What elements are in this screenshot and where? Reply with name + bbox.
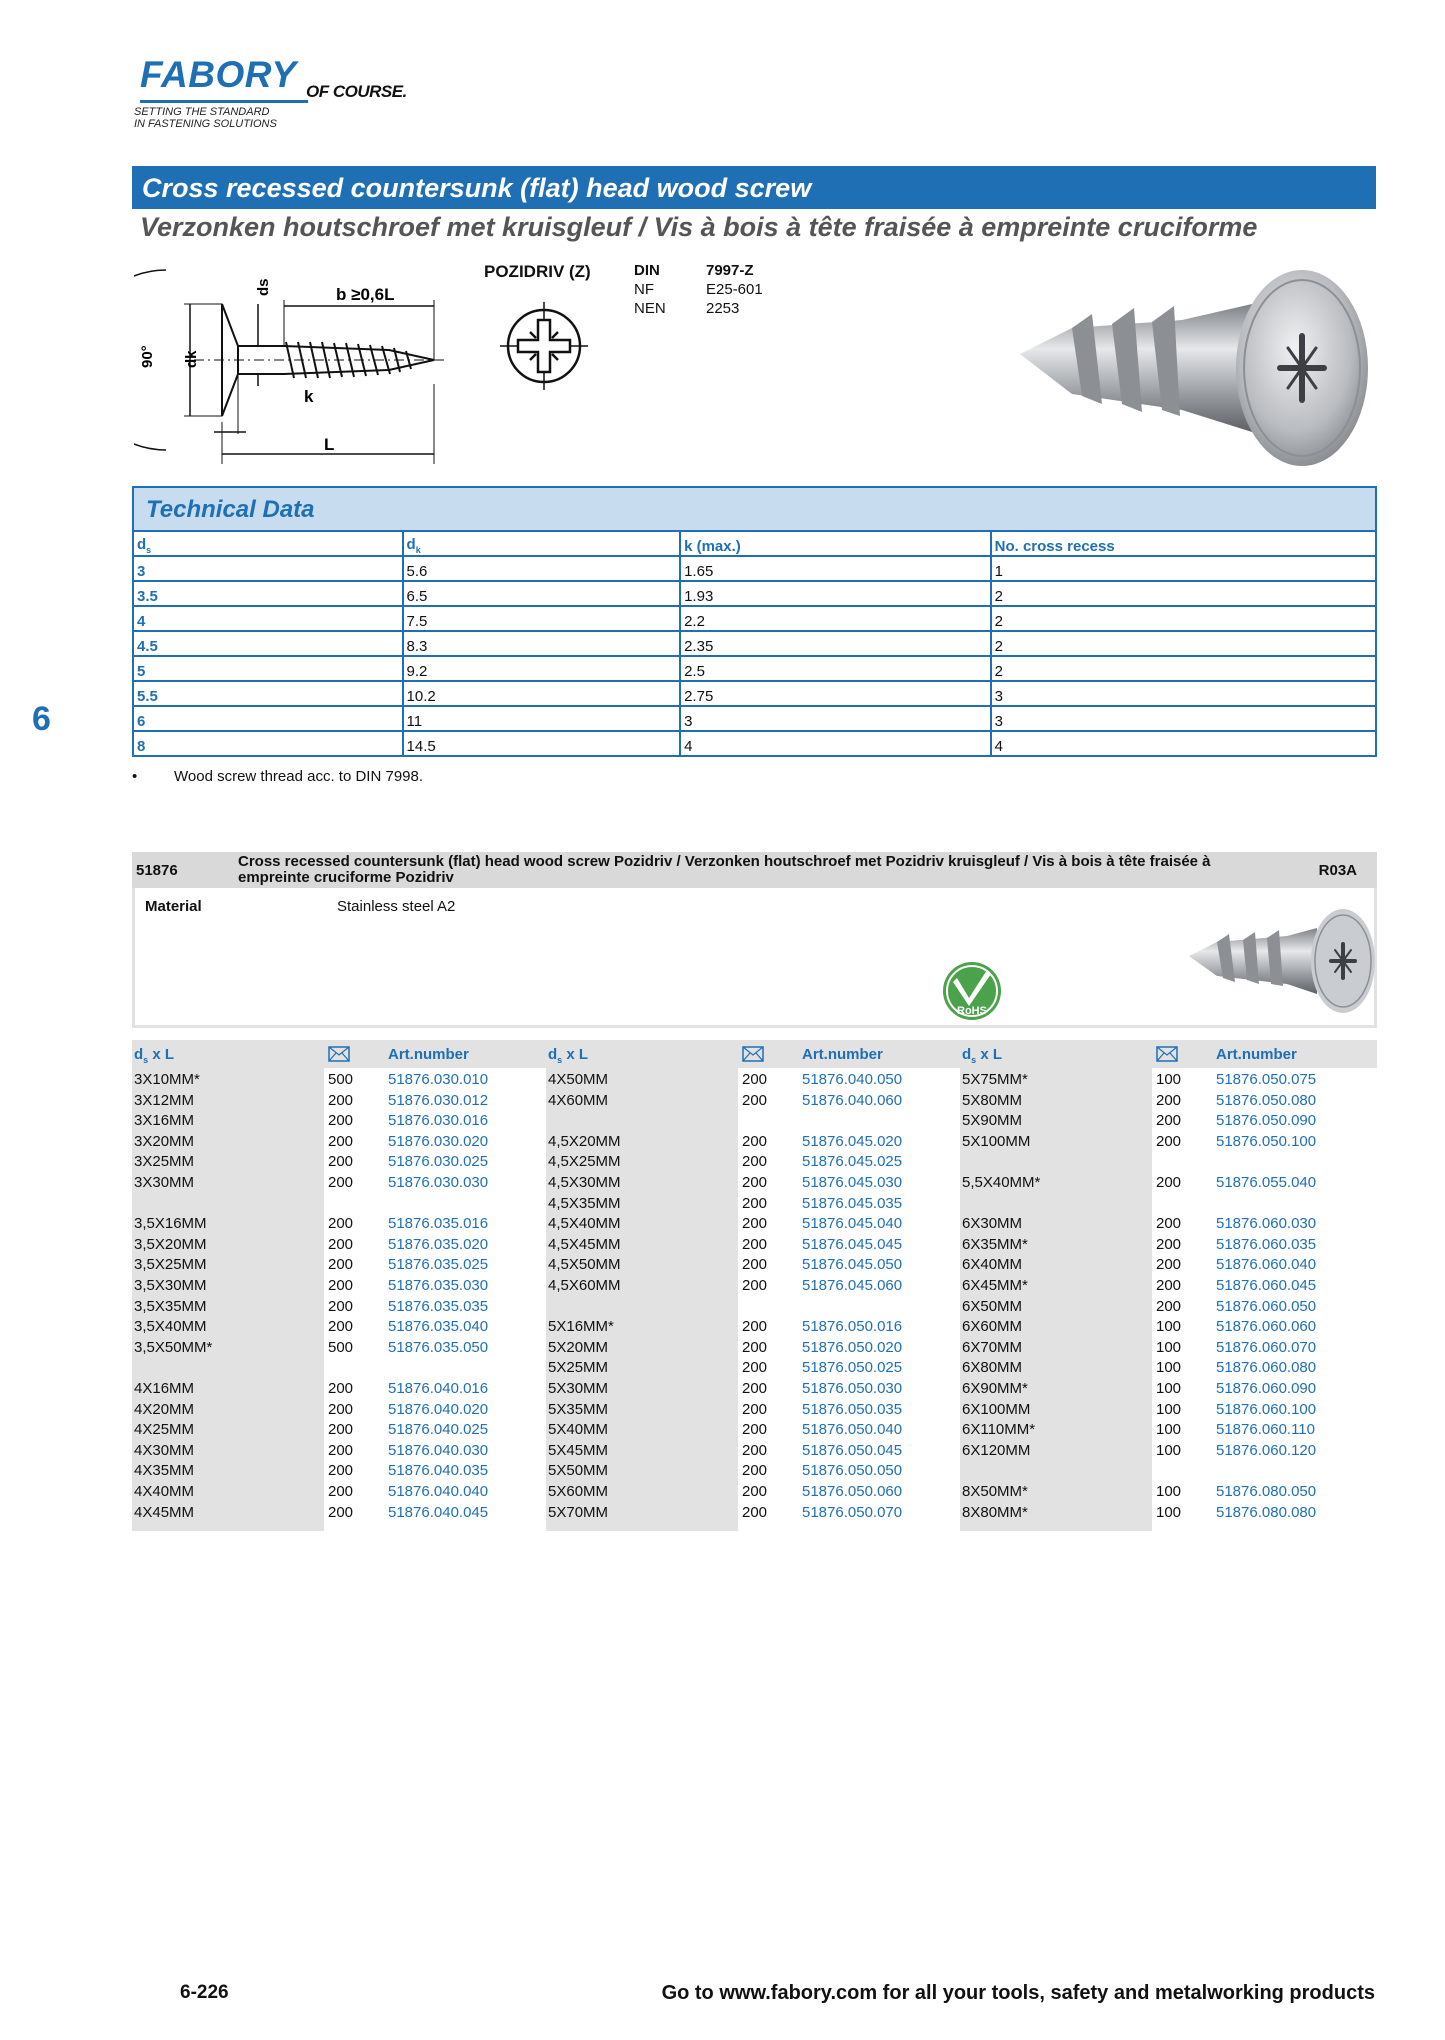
quantity-cell: 200 bbox=[328, 1483, 354, 1500]
dk-cell: 10.2 bbox=[403, 681, 681, 706]
product-ref: R03A bbox=[1318, 862, 1357, 879]
size-cell: 3,5X30MM bbox=[134, 1277, 207, 1294]
drawing-dk-label: dk bbox=[183, 350, 200, 368]
quantity-cell: 500 bbox=[328, 1071, 354, 1088]
page-subtitle: Verzonken houtschroef met kruisgleuf / Vis à bois à tête fraisée à empreinte cruciforme bbox=[140, 212, 1258, 242]
technical-data-heading: Technical Data bbox=[132, 486, 1377, 530]
col-ds-label: d bbox=[137, 536, 147, 553]
drawing-k-label: k bbox=[304, 387, 314, 406]
size-cell: 6X50MM bbox=[962, 1297, 1023, 1315]
dk-cell: 5.6 bbox=[403, 556, 681, 581]
article-number-cell[interactable]: 51876.060.120 bbox=[1216, 1441, 1317, 1459]
rohs-text: RoHS bbox=[957, 1005, 987, 1017]
size-cell: 3,5X35MM bbox=[134, 1297, 207, 1315]
article-number-cell[interactable]: 51876.045.025 bbox=[802, 1153, 903, 1171]
size-cell: 3X25MM bbox=[134, 1153, 195, 1171]
quantity-cell: 200 bbox=[742, 1400, 768, 1418]
recess-cell: 4 bbox=[991, 731, 1376, 756]
quantity-cell: 100 bbox=[1156, 1421, 1182, 1439]
logo-tagline-2: IN FASTENING SOLUTIONS bbox=[134, 118, 277, 130]
technical-data-section bbox=[132, 486, 1377, 757]
quantity-cell: 200 bbox=[742, 1359, 768, 1377]
article-number-cell[interactable]: 51876.050.016 bbox=[802, 1318, 903, 1336]
article-number-cell[interactable]: 51876.045.060 bbox=[802, 1277, 903, 1294]
page-title: Cross recessed countersunk (flat) head wood screw bbox=[142, 173, 812, 203]
size-cell: 5X30MM bbox=[548, 1380, 609, 1397]
k-cell: 3 bbox=[680, 706, 991, 731]
size-cell: 6X40MM bbox=[962, 1256, 1023, 1274]
size-cell: 3X12MM bbox=[134, 1091, 195, 1109]
article-number-cell[interactable]: 51876.030.020 bbox=[388, 1132, 489, 1150]
recess-cell: 2 bbox=[991, 631, 1376, 656]
k-cell: 2.5 bbox=[680, 656, 991, 681]
article-number-cell[interactable]: 51876.040.020 bbox=[388, 1400, 489, 1418]
article-number-cell[interactable]: 51876.050.075 bbox=[1216, 1071, 1317, 1088]
logo-tagline bbox=[134, 106, 277, 130]
k-cell: 2.35 bbox=[680, 631, 991, 656]
article-number-cell[interactable]: 51876.050.060 bbox=[802, 1483, 903, 1500]
article-number-cell[interactable]: 51876.060.060 bbox=[1216, 1318, 1317, 1336]
quantity-cell: 100 bbox=[1156, 1441, 1182, 1459]
quantity-cell: 200 bbox=[1156, 1277, 1182, 1294]
logo-wordmark: FABORY bbox=[140, 54, 297, 95]
quantity-cell: 200 bbox=[1156, 1256, 1182, 1274]
quantity-cell: 200 bbox=[742, 1215, 768, 1233]
article-number-cell[interactable]: 51876.040.030 bbox=[388, 1441, 489, 1459]
drawing-ds-label: ds bbox=[255, 278, 272, 296]
size-cell: 5X20MM bbox=[548, 1338, 609, 1356]
col-size-label: d bbox=[962, 1046, 972, 1063]
quantity-cell: 200 bbox=[1156, 1215, 1182, 1233]
recess-cell: 2 bbox=[991, 581, 1376, 606]
article-number-cell[interactable]: 51876.045.030 bbox=[802, 1174, 903, 1191]
article-number-cell[interactable]: 51876.050.100 bbox=[1216, 1132, 1317, 1150]
footnote-bullet: • bbox=[132, 768, 138, 785]
recess-cell: 3 bbox=[991, 681, 1376, 706]
size-cell: 6X60MM bbox=[962, 1318, 1023, 1336]
size-cell: 5X35MM bbox=[548, 1400, 609, 1418]
quantity-cell: 100 bbox=[1156, 1338, 1182, 1356]
quantity-cell: 200 bbox=[742, 1483, 768, 1500]
quantity-cell: 200 bbox=[742, 1235, 768, 1253]
quantity-cell: 200 bbox=[1156, 1112, 1182, 1130]
size-cell: 4,5X35MM bbox=[548, 1194, 621, 1212]
col-dk-header bbox=[403, 531, 681, 556]
article-number-cell[interactable]: 51876.035.040 bbox=[388, 1318, 489, 1336]
ds-cell: 6 bbox=[133, 706, 403, 731]
article-number-cell[interactable]: 51876.050.045 bbox=[802, 1441, 903, 1459]
technical-data-row bbox=[133, 731, 1376, 756]
size-cell: 4X60MM bbox=[548, 1091, 609, 1109]
quantity-cell: 500 bbox=[328, 1338, 354, 1356]
size-cell: 3,5X40MM bbox=[134, 1318, 207, 1336]
article-number-cell[interactable]: 51876.045.035 bbox=[802, 1194, 903, 1212]
technical-data-body bbox=[133, 556, 1376, 756]
small-screw-photo bbox=[1187, 906, 1377, 1016]
quantity-cell: 100 bbox=[1156, 1380, 1182, 1397]
k-cell: 1.93 bbox=[680, 581, 991, 606]
drawing-l-label: L bbox=[324, 435, 335, 454]
size-cell: 4,5X45MM bbox=[548, 1235, 621, 1253]
article-number-cell[interactable]: 51876.050.050 bbox=[802, 1462, 903, 1480]
screw-technical-drawing bbox=[134, 264, 454, 474]
size-cell: 5X70MM bbox=[548, 1503, 609, 1521]
article-number-cell[interactable]: 51876.060.050 bbox=[1216, 1297, 1317, 1315]
fabory-logo bbox=[134, 54, 424, 134]
dk-cell: 11 bbox=[403, 706, 681, 731]
technical-data-row bbox=[133, 556, 1376, 581]
size-cell: 8X80MM* bbox=[962, 1503, 1028, 1521]
dk-cell: 6.5 bbox=[403, 581, 681, 606]
size-cell: 4,5X20MM bbox=[548, 1132, 621, 1150]
quantity-cell: 200 bbox=[742, 1071, 768, 1088]
quantity-cell: 200 bbox=[742, 1318, 768, 1336]
size-cell: 5X90MM bbox=[962, 1112, 1023, 1130]
ds-cell: 4 bbox=[133, 606, 403, 631]
article-number-cell[interactable]: 51876.040.016 bbox=[388, 1380, 489, 1397]
quantity-cell: 200 bbox=[328, 1174, 354, 1191]
col-art-header: Art.number bbox=[1216, 1046, 1297, 1063]
quantity-cell: 200 bbox=[742, 1338, 768, 1356]
size-cell: 3X20MM bbox=[134, 1132, 195, 1150]
article-number-cell[interactable]: 51876.045.020 bbox=[802, 1132, 903, 1150]
col-art-header: Art.number bbox=[802, 1046, 883, 1063]
size-cell: 4,5X25MM bbox=[548, 1153, 621, 1171]
quantity-cell: 200 bbox=[742, 1091, 768, 1109]
quantity-cell: 200 bbox=[328, 1153, 354, 1171]
k-cell: 2.75 bbox=[680, 681, 991, 706]
technical-data-row bbox=[133, 631, 1376, 656]
technical-data-row bbox=[133, 706, 1376, 731]
size-cell: 4X30MM bbox=[134, 1441, 195, 1459]
col-size-suffix: x L bbox=[976, 1046, 1003, 1063]
col-size-header bbox=[134, 1046, 174, 1065]
article-number-cell[interactable]: 51876.040.060 bbox=[802, 1091, 903, 1109]
quantity-cell: 200 bbox=[328, 1112, 354, 1130]
ds-cell: 3.5 bbox=[133, 581, 403, 606]
size-cell: 3,5X25MM bbox=[134, 1256, 207, 1274]
quantity-cell: 200 bbox=[742, 1380, 768, 1397]
size-cell: 3X30MM bbox=[134, 1174, 195, 1191]
ds-cell: 4.5 bbox=[133, 631, 403, 656]
size-cell: 5X40MM bbox=[548, 1421, 609, 1439]
rohs-badge-icon bbox=[941, 960, 1003, 1022]
col-size-sub: s bbox=[971, 1055, 977, 1065]
quantity-cell: 200 bbox=[742, 1132, 768, 1150]
footnote-text: Wood screw thread acc. to DIN 7998. bbox=[174, 768, 424, 785]
article-number-cell[interactable]: 51876.035.025 bbox=[388, 1256, 489, 1274]
article-number-cell[interactable]: 51876.060.090 bbox=[1216, 1380, 1317, 1397]
size-cell: 4,5X60MM bbox=[548, 1277, 621, 1294]
article-number-cell[interactable]: 51876.050.090 bbox=[1216, 1112, 1317, 1130]
col-size-sub: s bbox=[143, 1055, 149, 1065]
product-body bbox=[132, 888, 1377, 1028]
drive-type-label: POZIDRIV (Z) bbox=[484, 262, 591, 281]
drawing-angle-label: 90° bbox=[139, 345, 156, 368]
dk-cell: 14.5 bbox=[403, 731, 681, 756]
size-cell: 4,5X30MM bbox=[548, 1174, 621, 1191]
quantity-cell: 100 bbox=[1156, 1071, 1182, 1088]
col-recess-header: No. cross recess bbox=[991, 531, 1376, 556]
size-cell: 4X16MM bbox=[134, 1380, 195, 1397]
article-number-cell[interactable]: 51876.080.050 bbox=[1216, 1483, 1317, 1500]
article-number-cell[interactable]: 51876.050.070 bbox=[802, 1503, 903, 1521]
article-number-cell[interactable]: 51876.060.035 bbox=[1216, 1235, 1317, 1253]
standard-value: 2253 bbox=[706, 300, 740, 317]
quantity-cell: 200 bbox=[328, 1421, 354, 1439]
standard-value: 7997-Z bbox=[706, 262, 754, 279]
size-cell: 4X40MM bbox=[134, 1483, 195, 1500]
quantity-cell: 200 bbox=[742, 1174, 768, 1191]
article-table-header bbox=[132, 1040, 1377, 1068]
quantity-cell: 200 bbox=[328, 1297, 354, 1315]
product-code: 51876 bbox=[136, 862, 178, 879]
size-cell: 5X80MM bbox=[962, 1091, 1023, 1109]
article-number-cell[interactable]: 51876.060.030 bbox=[1216, 1215, 1317, 1233]
ds-cell: 5 bbox=[133, 656, 403, 681]
logo-underline bbox=[140, 100, 308, 103]
product-header bbox=[132, 852, 1377, 888]
size-cell: 4X25MM bbox=[134, 1421, 195, 1439]
quantity-cell: 200 bbox=[328, 1235, 354, 1253]
quantity-cell: 200 bbox=[1156, 1132, 1182, 1150]
quantity-cell: 100 bbox=[1156, 1318, 1182, 1336]
size-cell: 4X35MM bbox=[134, 1462, 195, 1480]
logo-tagline-1: SETTING THE STANDARD bbox=[134, 106, 270, 118]
chapter-number: 6 bbox=[32, 700, 51, 738]
article-number-cell[interactable]: 51876.030.016 bbox=[388, 1112, 489, 1130]
col-dk-sub: k bbox=[415, 545, 421, 555]
size-cell: 6X90MM* bbox=[962, 1380, 1028, 1397]
k-cell: 1.65 bbox=[680, 556, 991, 581]
quantity-cell: 200 bbox=[328, 1256, 354, 1274]
standards-table bbox=[634, 261, 786, 318]
col-ds-header bbox=[133, 531, 403, 556]
quantity-cell: 200 bbox=[742, 1441, 768, 1459]
technical-data-row bbox=[133, 681, 1376, 706]
standard-row bbox=[634, 261, 786, 280]
article-number-cell[interactable]: 51876.050.080 bbox=[1216, 1091, 1317, 1109]
size-cell: 6X30MM bbox=[962, 1215, 1023, 1233]
recess-cell: 2 bbox=[991, 606, 1376, 631]
quantity-cell: 200 bbox=[742, 1277, 768, 1294]
article-number-cell[interactable]: 51876.035.035 bbox=[388, 1297, 489, 1315]
size-cell: 3,5X50MM* bbox=[134, 1338, 213, 1356]
logo-slogan: OF COURSE. bbox=[306, 82, 407, 101]
size-cell: 4,5X40MM bbox=[548, 1215, 621, 1233]
size-cell: 6X45MM* bbox=[962, 1277, 1028, 1294]
quantity-cell: 200 bbox=[328, 1503, 354, 1521]
quantity-cell: 200 bbox=[328, 1091, 354, 1109]
quantity-cell: 200 bbox=[328, 1380, 354, 1397]
package-quantity-icon bbox=[1156, 1046, 1178, 1062]
recess-cell: 3 bbox=[991, 706, 1376, 731]
recess-cell: 1 bbox=[991, 556, 1376, 581]
title-bar bbox=[132, 166, 1376, 209]
package-quantity-icon bbox=[742, 1046, 764, 1062]
size-cell: 3X10MM* bbox=[134, 1071, 200, 1088]
dk-cell: 8.3 bbox=[403, 631, 681, 656]
quantity-cell: 200 bbox=[328, 1318, 354, 1336]
ds-cell: 5.5 bbox=[133, 681, 403, 706]
product-description: Cross recessed countersunk (flat) head wood screw Pozidriv / Verzonken houtschroef met Pozidriv kruisgleuf / Vis à bois à tête fraisée à empreinte cruciforme Pozidriv bbox=[238, 853, 1211, 886]
size-cell: 5X16MM* bbox=[548, 1318, 614, 1336]
quantity-cell: 100 bbox=[1156, 1483, 1182, 1500]
article-number-cell[interactable]: 51876.060.080 bbox=[1216, 1359, 1317, 1377]
article-number-cell[interactable]: 51876.050.025 bbox=[802, 1359, 903, 1377]
size-cell: 4,5X50MM bbox=[548, 1256, 621, 1274]
quantity-cell: 200 bbox=[1156, 1091, 1182, 1109]
col-art-header: Art.number bbox=[388, 1046, 469, 1063]
technical-data-header-row bbox=[133, 531, 1376, 556]
article-number-cell[interactable]: 51876.060.100 bbox=[1216, 1400, 1317, 1418]
size-cell: 4X45MM bbox=[134, 1503, 195, 1521]
article-number-cell[interactable]: 51876.045.045 bbox=[802, 1235, 903, 1253]
article-number-cell[interactable]: 51876.035.050 bbox=[388, 1338, 489, 1356]
standard-name: NEN bbox=[634, 300, 666, 317]
article-number-cell[interactable]: 51876.060.070 bbox=[1216, 1338, 1317, 1356]
article-number-cell[interactable]: 51876.045.050 bbox=[802, 1256, 903, 1274]
dk-cell: 7.5 bbox=[403, 606, 681, 631]
article-number-cell[interactable]: 51876.060.040 bbox=[1216, 1256, 1317, 1274]
quantity-cell: 200 bbox=[328, 1132, 354, 1150]
recess-cell: 2 bbox=[991, 656, 1376, 681]
quantity-cell: 100 bbox=[1156, 1503, 1182, 1521]
technical-data-row bbox=[133, 656, 1376, 681]
page-number: 6-226 bbox=[180, 1982, 229, 2003]
pozidriv-icon bbox=[496, 298, 592, 394]
article-number-cell[interactable]: 51876.035.016 bbox=[388, 1215, 489, 1233]
quantity-cell: 100 bbox=[1156, 1400, 1182, 1418]
ds-cell: 3 bbox=[133, 556, 403, 581]
standard-row bbox=[634, 280, 786, 299]
quantity-cell: 200 bbox=[328, 1400, 354, 1418]
k-cell: 4 bbox=[680, 731, 991, 756]
quantity-cell: 200 bbox=[328, 1215, 354, 1233]
col-size-suffix: x L bbox=[562, 1046, 589, 1063]
size-cell: 3X16MM bbox=[134, 1112, 195, 1130]
size-cell: 3,5X16MM bbox=[134, 1215, 207, 1233]
article-number-cell[interactable]: 51876.040.045 bbox=[388, 1503, 489, 1521]
standard-name: DIN bbox=[634, 262, 660, 279]
article-number-cell[interactable]: 51876.035.030 bbox=[388, 1277, 489, 1294]
quantity-cell: 200 bbox=[742, 1194, 768, 1212]
article-number-cell[interactable]: 51876.050.030 bbox=[802, 1380, 903, 1397]
col-size-label: d bbox=[548, 1046, 558, 1063]
technical-data-row bbox=[133, 581, 1376, 606]
technical-data-table bbox=[132, 530, 1377, 757]
article-number-cell[interactable]: 51876.040.040 bbox=[388, 1483, 489, 1500]
quantity-cell: 200 bbox=[1156, 1297, 1182, 1315]
size-cell: 4X20MM bbox=[134, 1400, 195, 1418]
col-k-header: k (max.) bbox=[680, 531, 991, 556]
article-number-cell[interactable]: 51876.060.110 bbox=[1216, 1421, 1315, 1439]
col-dk-label: d bbox=[406, 536, 416, 553]
col-size-suffix: x L bbox=[148, 1046, 175, 1063]
size-cell: 6X120MM bbox=[962, 1441, 1031, 1459]
article-number-cell[interactable]: 51876.035.020 bbox=[388, 1235, 489, 1253]
article-number-cell[interactable]: 51876.060.045 bbox=[1216, 1277, 1317, 1294]
article-number-cell[interactable]: 51876.030.030 bbox=[388, 1174, 489, 1191]
quantity-cell: 200 bbox=[742, 1256, 768, 1274]
footer-text: Go to www.fabory.com for all your tools, safety and metalworking products bbox=[661, 1982, 1375, 2004]
quantity-cell: 200 bbox=[742, 1503, 768, 1521]
article-number-cell[interactable]: 51876.050.035 bbox=[802, 1400, 903, 1418]
standard-name: NF bbox=[634, 281, 654, 298]
quantity-cell: 200 bbox=[328, 1277, 354, 1294]
standard-value: E25-601 bbox=[706, 281, 763, 298]
article-number-cell[interactable]: 51876.055.040 bbox=[1216, 1174, 1317, 1191]
size-cell: 6X35MM* bbox=[962, 1235, 1028, 1253]
article-number-cell[interactable]: 51876.040.035 bbox=[388, 1462, 489, 1480]
ds-cell: 8 bbox=[133, 731, 403, 756]
size-cell: 6X100MM bbox=[962, 1400, 1031, 1418]
screw-product-photo bbox=[1012, 264, 1372, 470]
quantity-cell: 200 bbox=[742, 1153, 768, 1171]
article-number-cell[interactable]: 51876.080.080 bbox=[1216, 1503, 1317, 1521]
size-cell: 4X50MM bbox=[548, 1071, 609, 1088]
col-size-sub: s bbox=[557, 1055, 563, 1065]
article-number-cell[interactable]: 51876.030.012 bbox=[388, 1091, 489, 1109]
size-cell: 5X60MM bbox=[548, 1483, 609, 1500]
article-number-cell[interactable]: 51876.050.020 bbox=[802, 1338, 903, 1356]
size-cell: 5,5X40MM* bbox=[962, 1174, 1041, 1191]
col-size-label: d bbox=[134, 1046, 144, 1063]
drawing-b-label: b ≥0,6L bbox=[336, 285, 395, 304]
col-size-header bbox=[962, 1046, 1002, 1065]
quantity-cell: 200 bbox=[328, 1462, 354, 1480]
technical-data-row bbox=[133, 606, 1376, 631]
size-cell: 5X25MM bbox=[548, 1359, 609, 1377]
article-number-cell[interactable]: 51876.040.025 bbox=[388, 1421, 489, 1439]
size-cell: 6X80MM bbox=[962, 1359, 1023, 1377]
quantity-cell: 200 bbox=[742, 1462, 768, 1480]
col-ds-sub: s bbox=[146, 545, 152, 555]
k-cell: 2.2 bbox=[680, 606, 991, 631]
article-number-cell[interactable]: 51876.050.040 bbox=[802, 1421, 903, 1439]
size-cell: 5X50MM bbox=[548, 1462, 609, 1480]
material-label: Material bbox=[145, 898, 202, 915]
quantity-cell: 200 bbox=[742, 1421, 768, 1439]
quantity-cell: 100 bbox=[1156, 1359, 1182, 1377]
size-cell: 5X45MM bbox=[548, 1441, 609, 1459]
size-cell: 8X50MM* bbox=[962, 1483, 1028, 1500]
size-cell: 6X110MM* bbox=[962, 1421, 1036, 1439]
material-value: Stainless steel A2 bbox=[337, 898, 456, 915]
article-number-cell[interactable]: 51876.030.010 bbox=[388, 1071, 489, 1088]
size-cell: 6X70MM bbox=[962, 1338, 1023, 1356]
size-cell: 5X100MM bbox=[962, 1132, 1031, 1150]
quantity-cell: 200 bbox=[328, 1441, 354, 1459]
standard-row bbox=[634, 299, 786, 318]
quantity-cell: 200 bbox=[1156, 1174, 1182, 1191]
article-number-cell[interactable]: 51876.030.025 bbox=[388, 1153, 489, 1171]
size-cell: 5X75MM* bbox=[962, 1071, 1028, 1088]
size-cell: 3,5X20MM bbox=[134, 1235, 207, 1253]
article-number-cell[interactable]: 51876.040.050 bbox=[802, 1071, 903, 1088]
dk-cell: 9.2 bbox=[403, 656, 681, 681]
package-quantity-icon bbox=[328, 1046, 350, 1062]
quantity-cell: 200 bbox=[1156, 1235, 1182, 1253]
col-size-header bbox=[548, 1046, 588, 1065]
article-number-cell[interactable]: 51876.045.040 bbox=[802, 1215, 903, 1233]
